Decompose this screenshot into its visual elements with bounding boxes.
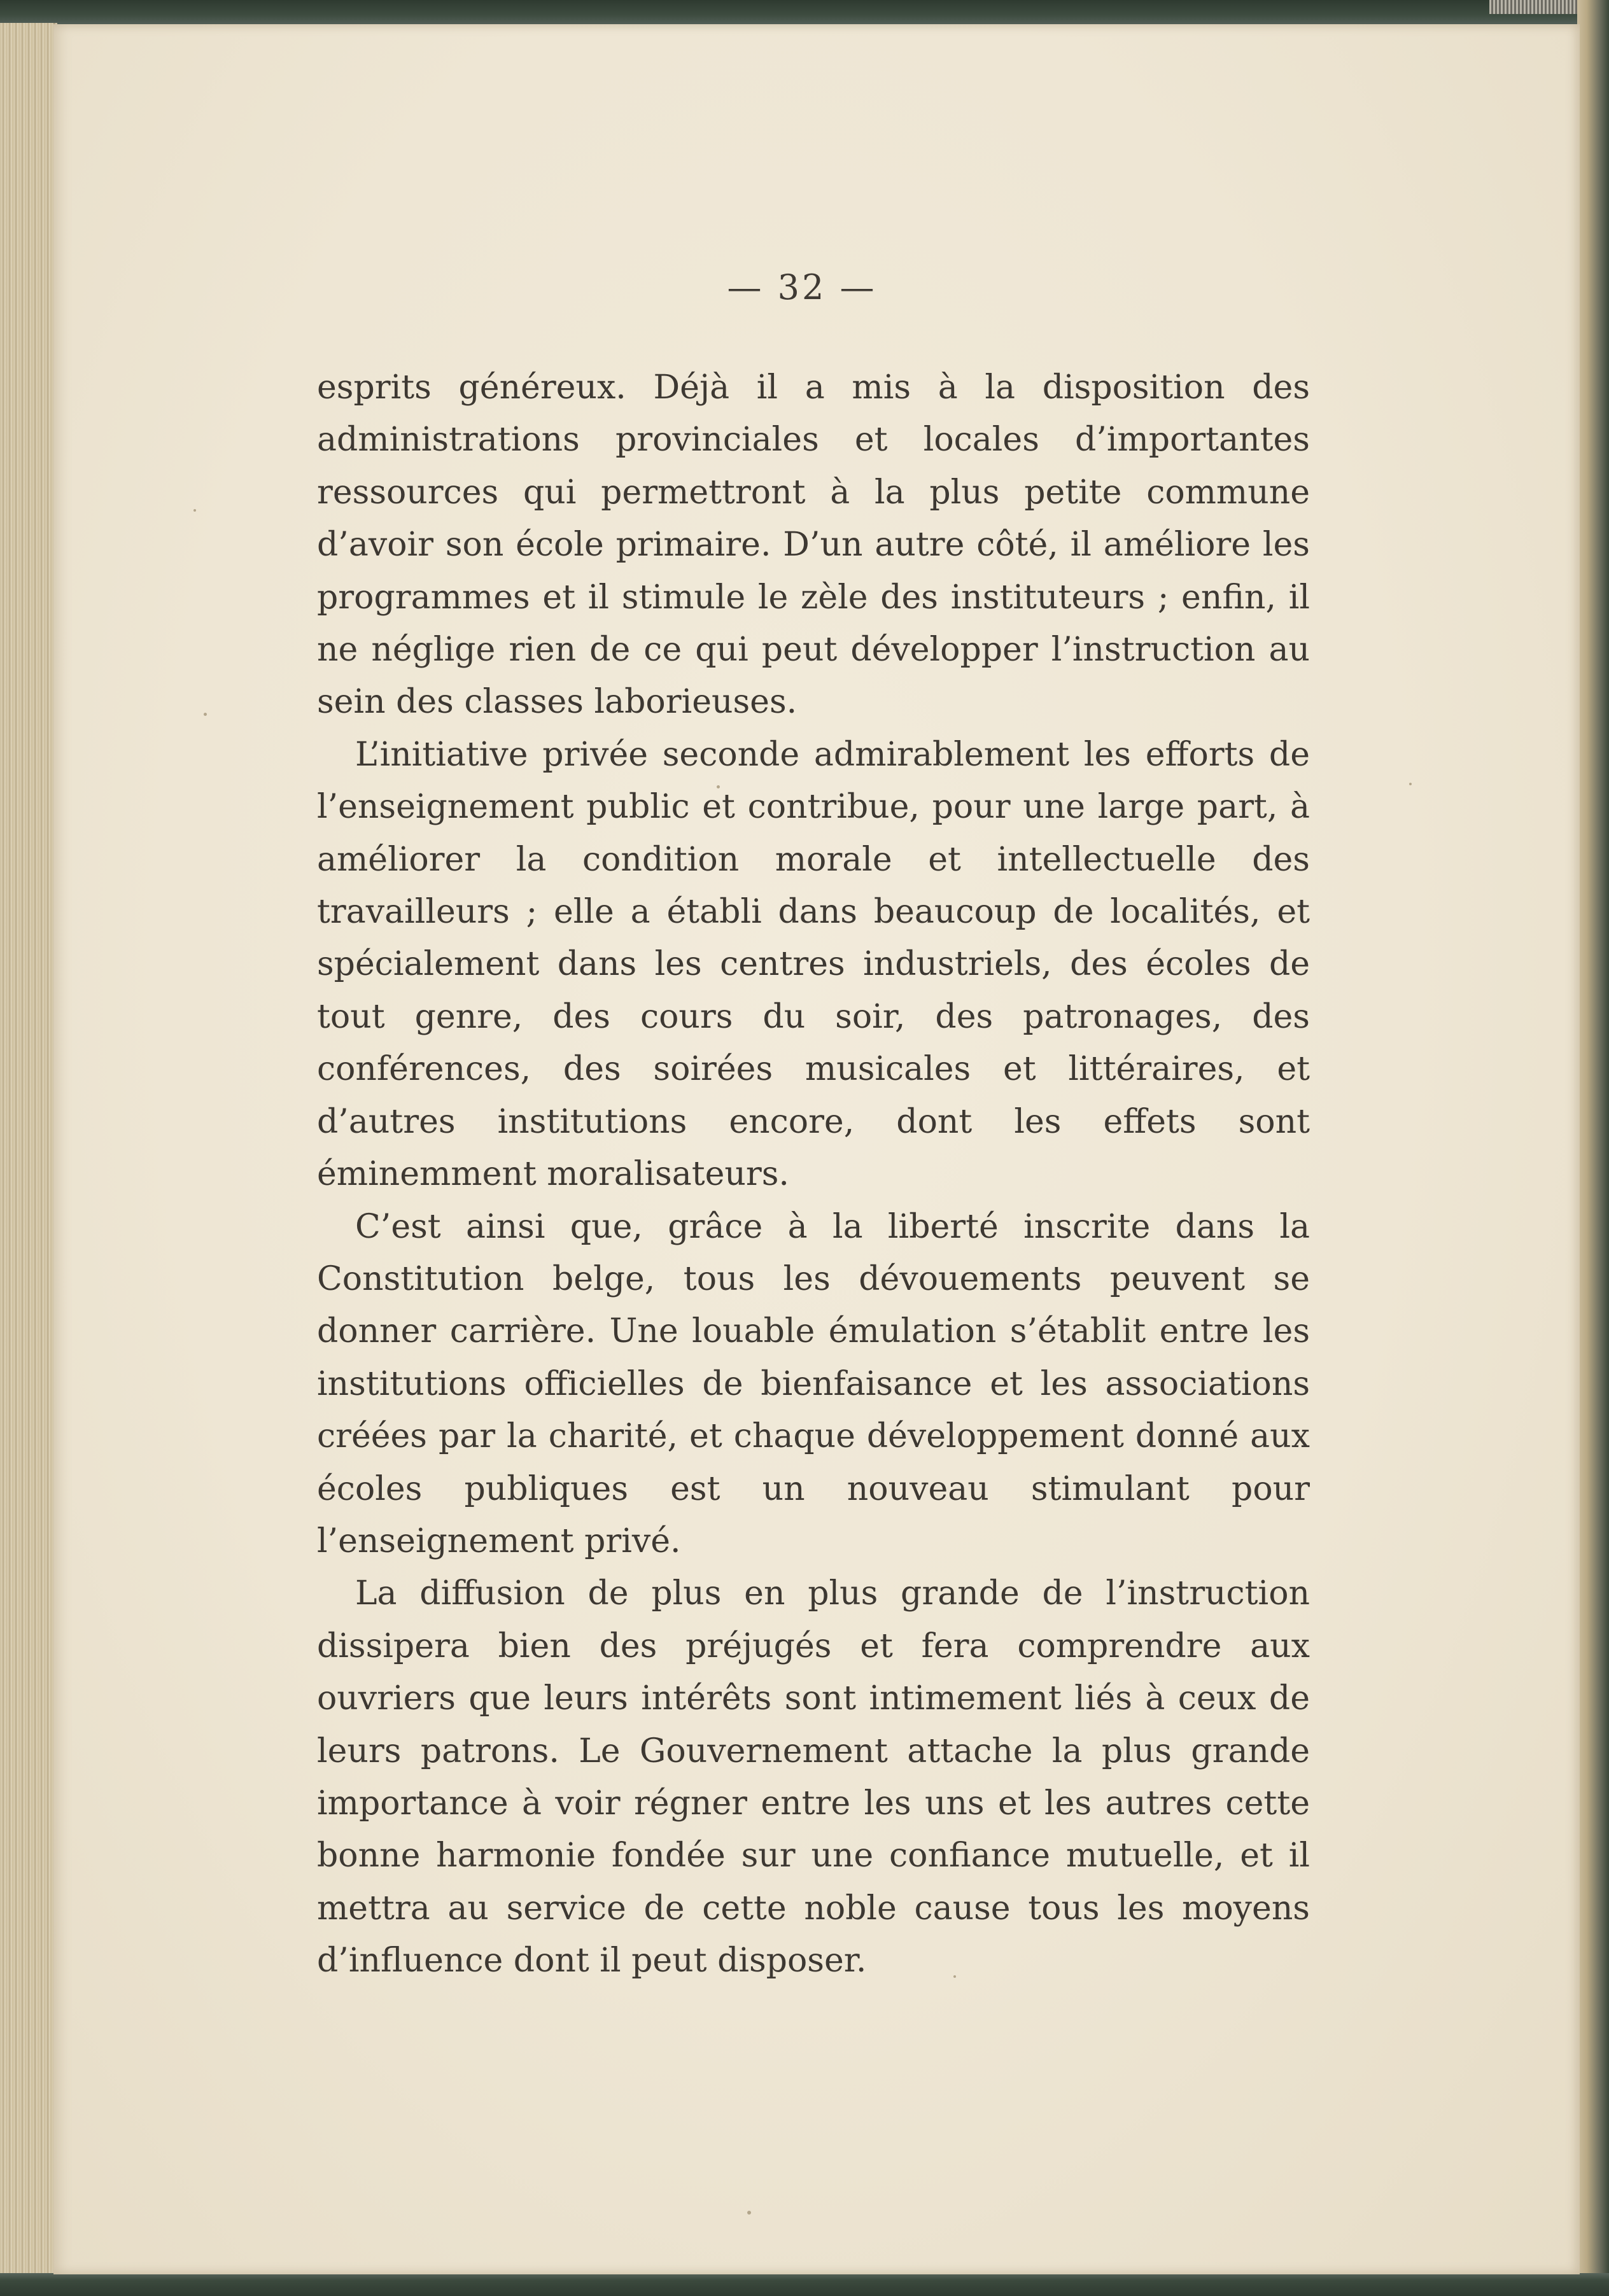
paragraph-4: La diffusion de plus en plus grande de l’instruction dissipera bien des préjugés et fera comprendre aux ouvriers que leurs intérêts sont intimement liés à ceux de leurs patrons. Le Gouvernement attache la plus grande importance à voir régner entre les uns et les autres cette bonne harmonie fondée sur une confiance mutuelle, et il mettra au service de cette noble cause tous les moyens d’influence dont il peut disposer. [317, 1574, 1310, 1980]
paper-speck [1409, 783, 1412, 785]
paragraph-3: C’est ainsi que, grâce à la liberté inscrite dans la Constitution belge, tous les dévouements peuvent se donner carrière. Une louable émulation s’établit entre les institutions officielles de bienfaisance et les associations créées par la charité, et chaque développement donné aux écoles publiques est un nouveau stimulant pour l’enseignement privé. [317, 1207, 1310, 1560]
page-edges-left [0, 23, 57, 2276]
paragraph-2: L’initiative privée seconde admirablement les efforts de l’enseignement public et contribue, pour une large part, à améliorer la condition morale et intellectuelle des travailleurs ; elle a établi dans beaucoup de localités, et spécialement dans les centres industriels, des écoles de tout genre, des cours du soir, des patronages, des conférences, des soirées musicales et littéraires, et d’autres institutions encore, dont les effets sont éminemment moralisateurs. [317, 735, 1310, 1194]
paper-speck [193, 509, 196, 512]
paragraph-1: esprits généreux. Déjà il a mis à la disposition des administrations provinciales et locales d’importantes ressources qui permettront à la plus petite commune d’avoir son école primaire. D’un autre côté, il améliore les programmes et il stimule le zèle des instituteurs ; enfin, il ne néglige rien de ce qui peut développer l’instruction au sein des classes laborieuses. [317, 368, 1310, 722]
book-cover-bottom [0, 2273, 1609, 2296]
paper-speck [204, 713, 207, 716]
body-text [317, 361, 1310, 1987]
page-number: — 32 — [727, 267, 877, 307]
paper-speck [747, 2211, 751, 2215]
book-cover-right [1577, 0, 1609, 2296]
book-cover-top [0, 0, 1609, 25]
